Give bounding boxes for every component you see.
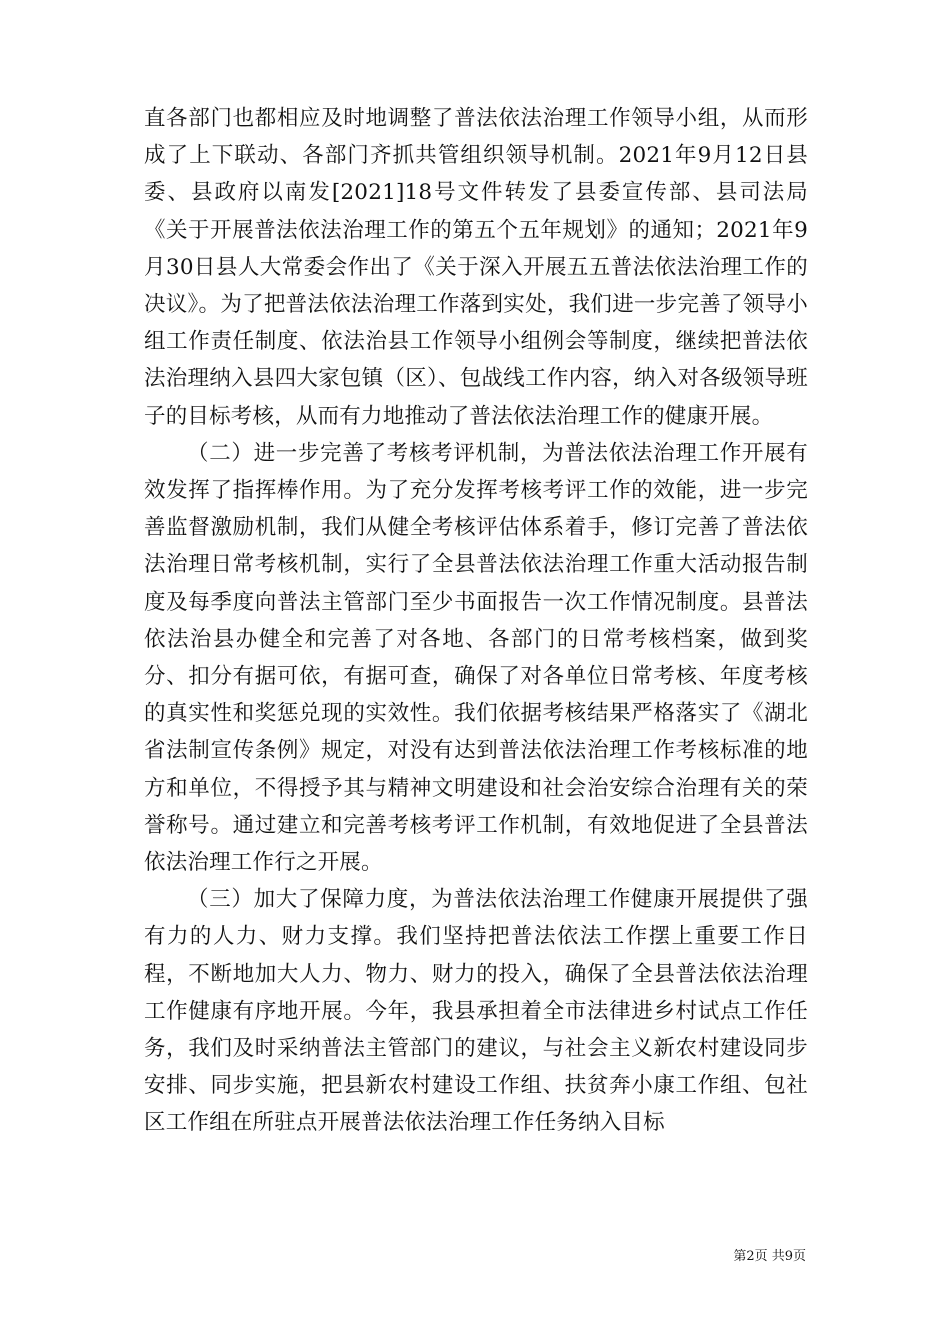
paragraph-continuation: 直各部门也都相应及时地调整了普法依法治理工作领导小组，从而形成了上下联动、各部门齐抓共管组织领导机制。2021年9月12日县委、县政府以南发[2021]18号文件转发了县委宣传部、县司法局《关于开展普法依法治理工作的第五个五年规划》的通知；2021年9月30日县人大常委会作出了《关于深入开展五五普法依法治理工作的决议》。为了把普法依法治理工作落到实处，我们进一步完善了领导小组工作责任制度、依法治县工作领导小组例会等制度，继续把普法依法治理纳入县四大家包镇（区）、包战线工作内容，纳入对各级领导班子的目标考核，从而有力地推动了普法依法治理工作的健康开展。 xyxy=(144,106,808,429)
paragraph-section-two: （二）进一步完善了考核考评机制，为普法依法治理工作开展有效发挥了指挥棒作用。为了充分发挥考核考评工作的效能，进一步完善监督激励机制，我们从健全考核评估体系着手，修订完善了普法依法治理日常考核机制，实行了全县普法依法治理工作重大活动报告制度及每季度向普法主管部门至少书面报告一次工作情况制度。县普法依法治县办健全和完善了对各地、各部门的日常考核档案，做到奖分、扣分有据可依，有据可查，确保了对各单位日常考核、年度考核的真实性和奖惩兑现的实效性。我们依据考核结果严格落实了《湖北省法制宣传条例》规定，对没有达到普法依法治理工作考核标准的地方和单位，不得授予其与精神文明建设和社会治安综合治理有关的荣誉称号。通过建立和完善考核考评工作机制，有效地促进了全县普法依法治理工作行之开展。 xyxy=(144,440,808,876)
document-body xyxy=(144,100,808,1142)
page-number-footer: 第2页 共9页 xyxy=(733,1249,806,1264)
paragraph-section-three: （三）加大了保障力度，为普法依法治理工作健康开展提供了强有力的人力、财力支撑。我们坚持把普法依法工作摆上重要工作日程，不断地加大人力、物力、财力的投入，确保了全县普法依法治理工作健康有序地开展。今年，我县承担着全市法律进乡村试点工作任务，我们及时采纳普法主管部门的建议，与社会主义新农村建设同步安排、同步实施，把县新农村建设工作组、扶贫奔小康工作组、包社区工作组在所驻点开展普法依法治理工作任务纳入目标 xyxy=(144,887,808,1136)
